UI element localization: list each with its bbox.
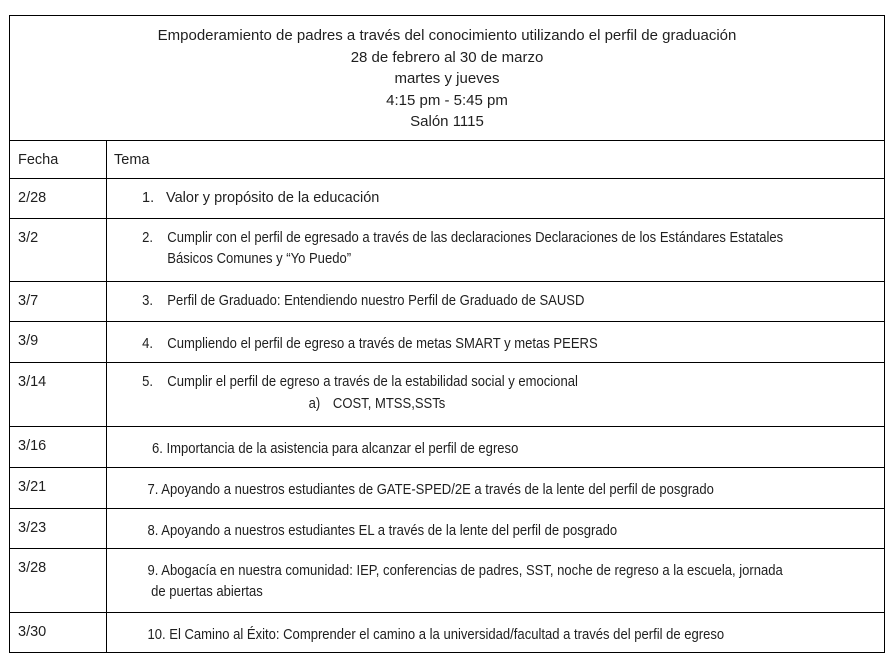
item-text-cont: de puertas abiertas	[151, 584, 263, 600]
column-header-date: Fecha	[10, 141, 107, 179]
row-date: 3/23	[10, 509, 107, 549]
table-row	[10, 549, 885, 613]
row-topic	[107, 219, 885, 282]
row-date: 3/28	[10, 549, 107, 613]
row-date: 3/16	[10, 427, 107, 468]
row-date: 3/21	[10, 468, 107, 509]
table-row	[10, 363, 885, 427]
row-topic	[107, 427, 885, 468]
schedule-table	[9, 15, 885, 653]
table-row	[10, 613, 885, 653]
item-number: 4.	[142, 336, 153, 352]
item-number: 5.	[142, 374, 153, 390]
row-topic	[107, 549, 885, 613]
item-text-cont: Básicos Comunes y “Yo Puedo”	[167, 251, 352, 267]
item-text: Cumplir el perfil de egreso a través de la estabilidad social y emocional	[167, 374, 578, 390]
item-text: 9. Abogacía en nuestra comunidad: IEP, conferencias de padres, SST, noche de regreso a la escuela, jornada	[147, 563, 783, 579]
header-cell	[10, 16, 885, 141]
subitem-text: COST, MTSS,SSTs	[332, 396, 446, 412]
column-header-row	[10, 141, 885, 179]
row-topic	[107, 282, 885, 322]
header-dates: 28 de febrero al 30 de marzo	[350, 48, 544, 66]
item-text: 7. Apoyando a nuestros estudiantes de GATE-SPED/2E a través de la lente del perfil de posgrado	[147, 482, 714, 498]
header-time: 4:15 pm - 5:45 pm	[386, 91, 508, 109]
item-text: Cumpliendo el perfil de egreso a través de metas SMART y metas PEERS	[167, 336, 598, 352]
item-number: 1.	[142, 190, 155, 206]
item-text: Perfil de Graduado: Entendiendo nuestro Perfil de Graduado de SAUSD	[167, 293, 585, 309]
row-topic	[107, 468, 885, 509]
item-text: 6. Importancia de la asistencia para alcanzar el perfil de egreso	[152, 441, 519, 457]
row-date: 3/7	[10, 282, 107, 322]
table-row	[10, 468, 885, 509]
header-row	[10, 16, 885, 141]
row-topic	[107, 363, 885, 427]
row-date: 3/9	[10, 322, 107, 363]
column-header-topic: Tema	[107, 141, 885, 179]
table-row	[10, 179, 885, 219]
row-date: 3/2	[10, 219, 107, 282]
item-number: 2.	[142, 230, 153, 246]
row-topic	[107, 179, 885, 219]
table-row	[10, 219, 885, 282]
row-topic	[107, 322, 885, 363]
table-row	[10, 427, 885, 468]
header-title: Empoderamiento de padres a través del conocimiento utilizando el perfil de graduación	[157, 27, 737, 44]
item-number: 3.	[142, 293, 153, 309]
item-text: 10. El Camino al Éxito: Comprender el camino a la universidad/facultad a través del perfil de egreso	[147, 627, 725, 643]
row-topic	[107, 509, 885, 549]
row-date: 3/30	[10, 613, 107, 653]
table-row	[10, 509, 885, 549]
row-date: 3/14	[10, 363, 107, 427]
table-row	[10, 282, 885, 322]
item-text: Valor y propósito de la educación	[166, 190, 380, 206]
header-room: Salón 1115	[410, 113, 484, 131]
item-text: Cumplir con el perfil de egresado a través de las declaraciones Declaraciones de los Estándares Estatales	[167, 230, 784, 246]
row-topic	[107, 613, 885, 653]
item-text: 8. Apoyando a nuestros estudiantes EL a través de la lente del perfil de posgrado	[147, 523, 618, 539]
row-date: 2/28	[10, 179, 107, 219]
header-days: martes y jueves	[394, 70, 500, 88]
subitem-letter: a)	[308, 396, 321, 412]
table-row	[10, 322, 885, 363]
